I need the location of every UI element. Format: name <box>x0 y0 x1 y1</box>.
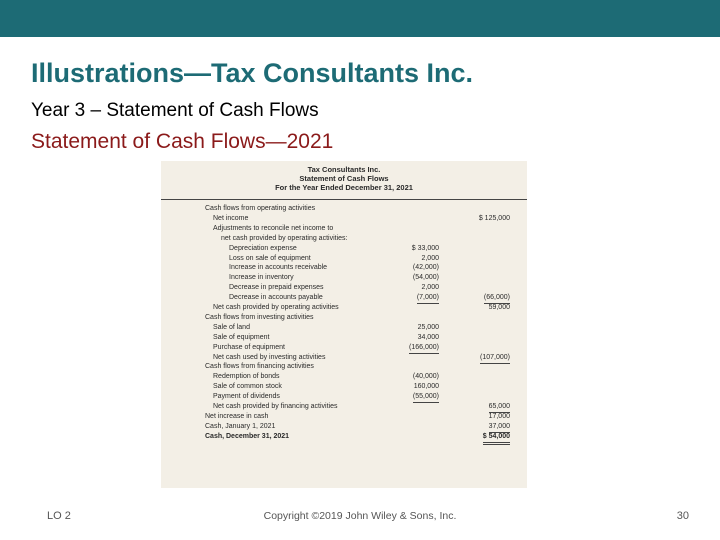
row-label: Sale of common stock <box>213 383 282 391</box>
row-label: Sale of equipment <box>213 333 270 341</box>
row-label: Cash, January 1, 2021 <box>205 422 276 430</box>
statement-row <box>161 333 527 343</box>
statement-row <box>161 343 527 353</box>
row-amount-detail: (54,000) <box>412 274 439 282</box>
statement-row <box>161 293 527 303</box>
row-label: Cash, December 31, 2021 <box>205 432 290 440</box>
row-label: Payment of dividends <box>213 393 280 401</box>
statement-row <box>161 224 527 234</box>
statement-row <box>161 353 527 363</box>
row-amount-detail: (7,000) <box>417 293 439 304</box>
row-label: Decrease in accounts payable <box>229 294 323 302</box>
statement-row <box>161 432 527 442</box>
statement-row <box>161 283 527 293</box>
page-number: 30 <box>676 510 689 522</box>
statement-period: For the Year Ended December 31, 2021 <box>275 183 413 192</box>
row-label: Net cash provided by financing activities <box>213 403 338 410</box>
statement-name: Statement of Cash Flows <box>299 174 389 183</box>
statement-row <box>161 412 527 422</box>
statement-row <box>161 402 527 412</box>
row-label: Loss on sale of equipment <box>229 254 311 262</box>
statement-row <box>161 254 527 264</box>
row-amount-detail: $ 33,000 <box>411 244 439 252</box>
top-banner <box>0 0 720 37</box>
row-amount-total: 37,000 <box>489 422 510 433</box>
section-heading: Statement of Cash Flows—2021 <box>31 130 334 153</box>
row-label: Redemption of bonds <box>213 373 280 381</box>
statement-header <box>161 165 527 192</box>
cash-flow-statement <box>161 161 527 488</box>
statement-row <box>161 273 527 283</box>
row-label: Net income <box>213 214 249 222</box>
row-amount-detail: 25,000 <box>417 323 439 331</box>
statement-row <box>161 303 527 313</box>
statement-row <box>161 313 527 323</box>
statement-row <box>161 422 527 432</box>
row-label: Net increase in cash <box>205 412 269 420</box>
statement-row <box>161 234 527 244</box>
row-label: Increase in inventory <box>229 274 294 282</box>
row-amount-total: $ 54,000 <box>483 432 510 445</box>
slide-subtitle: Year 3 – Statement of Cash Flows <box>31 100 319 121</box>
row-amount-detail: 2,000 <box>421 284 439 292</box>
statement-company: Tax Consultants Inc. <box>307 165 381 174</box>
row-label: Adjustments to reconcile net income to <box>213 224 334 232</box>
row-amount-detail: (42,000) <box>412 264 439 272</box>
row-label: Purchase of equipment <box>213 343 285 351</box>
row-label: Net cash provided by operating activities <box>213 304 339 311</box>
statement-row <box>161 362 527 372</box>
statement-row <box>161 372 527 382</box>
row-amount-total: 17,000 <box>488 412 510 420</box>
statement-row <box>161 382 527 392</box>
learning-objective-label: LO 2 <box>47 510 71 522</box>
row-amount-detail: (166,000) <box>409 343 439 354</box>
row-label: net cash provided by operating activities: <box>221 234 348 242</box>
row-label: Sale of land <box>213 323 250 331</box>
row-label: Net cash used by investing activities <box>213 353 326 361</box>
row-label: Decrease in prepaid expenses <box>229 284 324 292</box>
statement-row <box>161 392 527 402</box>
row-amount-total: 65,000 <box>489 402 510 413</box>
row-label: Depreciation expense <box>229 244 297 252</box>
row-amount-detail: 2,000 <box>421 254 439 262</box>
row-amount-total: (66,000) <box>484 293 510 304</box>
row-label: Cash flows from financing activities <box>205 363 314 371</box>
row-amount-detail: (40,000) <box>412 373 439 381</box>
row-amount-detail: 34,000 <box>417 333 439 341</box>
row-amount-total: 59,000 <box>488 304 510 311</box>
statement-row <box>161 263 527 273</box>
statement-row <box>161 204 527 214</box>
header-rule <box>161 199 527 200</box>
statement-row <box>161 323 527 333</box>
row-label: Increase in accounts receivable <box>229 264 328 272</box>
row-label: Cash flows from operating activities <box>205 205 316 212</box>
row-label: Cash flows from investing activities <box>205 313 314 321</box>
statement-row <box>161 214 527 224</box>
row-amount-detail: (55,000) <box>413 392 439 403</box>
row-amount-total: $ 125,000 <box>478 214 510 222</box>
statement-row <box>161 244 527 254</box>
row-amount-total: (107,000) <box>480 353 510 364</box>
row-amount-detail: 160,000 <box>413 383 439 391</box>
slide-title: Illustrations—Tax Consultants Inc. <box>31 58 474 88</box>
copyright-notice: Copyright ©2019 John Wiley & Sons, Inc. <box>263 510 457 522</box>
